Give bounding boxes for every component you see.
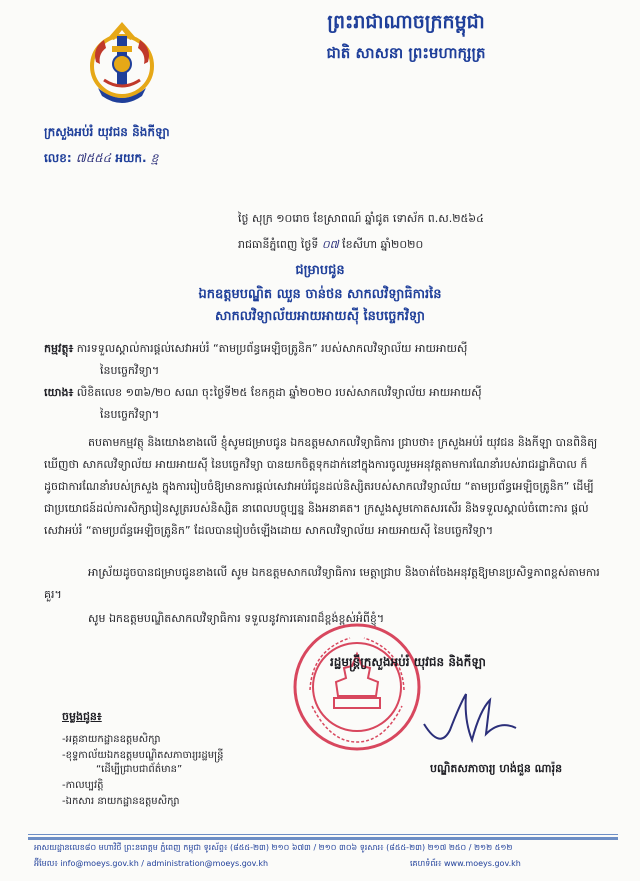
reference-text-2: នៃបច្ចេកវិទ្យា។ bbox=[100, 408, 160, 421]
solar-date-prefix: រាជធានីភ្នំពេញ ថ្ងៃទី bbox=[238, 238, 319, 251]
solar-date-day: ០៧ bbox=[321, 238, 339, 251]
cc-item: -អគ្គនាយកដ្ឋានឧត្តមសិក្សា bbox=[62, 734, 161, 745]
ministry-name: ក្រសួងអប់រំ យុវជន និងកីឡា bbox=[44, 125, 170, 139]
official-stamp-icon bbox=[290, 620, 424, 754]
footer-email: អ៊ីមែល៖ info@moeys.gov.kh / administration@moeys.gov.kh bbox=[34, 859, 269, 868]
handwritten-signature-icon bbox=[420, 690, 530, 750]
ref-hand: ខ្ម bbox=[150, 151, 159, 165]
signatory-name: បណ្ឌិតសភាចារ្យ ហង់ជួន ណារ៉ុន bbox=[430, 762, 563, 775]
subject-text-2: នៃបច្ចេកវិទ្យា។ bbox=[100, 364, 160, 377]
footer-website: គេហទំព័រ៖ www.moeys.gov.kh bbox=[410, 859, 521, 868]
solar-date bbox=[238, 238, 608, 254]
solar-date-suffix: ខែសីហា ឆ្នាំ២០២០ bbox=[342, 238, 424, 251]
footer-divider-thick bbox=[28, 837, 618, 840]
body-paragraph-2: អាស្រ័យដូចបានជម្រាបជូនខាងលើ សូម ឯកឧត្តមសាកលវិទ្យាធិការ មេត្តាជ្រាប និងចាត់ចែងអនុវត្តឱ្យមានប្រសិទ្ធភាពខ្ពស់តាមការគួរ។ bbox=[44, 566, 600, 601]
cc-title: ចម្លងជូន៖ bbox=[62, 710, 102, 723]
signatory-title: រដ្ឋមន្ត្រីក្រសួងអប់រំ យុវជន និងកីឡា bbox=[330, 655, 486, 669]
reference-label: យោង៖ bbox=[44, 386, 74, 399]
ministry-emblem-icon bbox=[84, 18, 160, 110]
recipient-line1: ឯកឧត្តមបណ្ឌិត ឈួន ចាន់ថន សាកលវិទ្យាធិការនៃ bbox=[198, 287, 442, 302]
cc-item: “ដើម្បីជ្រាបជាព័ត៌មាន” bbox=[96, 764, 183, 775]
subject-block bbox=[44, 338, 614, 360]
lunar-date: ថ្ងៃ សុក្រ ១០រោច ខែស្រាពណ៍ ឆ្នាំជូត ទោស័ក ព.ស.២៥៦៤ bbox=[238, 212, 484, 225]
ref-number: ៧៥៥៤ bbox=[75, 151, 112, 165]
recipient-line2: សាកលវិទ្យាល័យអាយអាយស៊ី នៃបច្ចេកវិទ្យា bbox=[215, 309, 425, 324]
reference-number bbox=[44, 150, 158, 168]
reference-text-1: លិខិតលេខ ១៣៦/២០ សណ ចុះថ្ងៃទី២៥ ខែកក្កដា ឆ្នាំ២០២០ របស់សាកលវិទ្យាល័យ អាយអាយស៊ី bbox=[76, 386, 482, 399]
kingdom-heading: ព្រះរាជាណាចក្រកម្ពុជា bbox=[327, 11, 485, 33]
cc-item: -ខុទ្ទកាល័យឯកឧត្តមបណ្ឌិតសភាចារ្យរដ្ឋមន្ត្រី bbox=[62, 750, 224, 761]
footer-address: អាសយដ្ឋានលេខ៨០ មហាវិថី ព្រះនរោត្តម ភ្នំពេញ កម្ពុជា ទូរស័ព្ទ៖ (៨៥៥-២៣) ២១០ ៦៧៣ / ២១០ ៣០៦ ទូរសារ៖ (៨៥៥-២៣) ២១៧ ២៥០ / ២១២ ៥១២ bbox=[34, 843, 513, 852]
body-paragraph-3: សូម ឯកឧត្តមបណ្ឌិតសាកលវិទ្យាធិការ ទទួលនូវការគោរពដ៏ខ្ពង់ខ្ពស់អំពីខ្ញុំ។ bbox=[88, 612, 385, 625]
ref-suffix: អយក. bbox=[115, 151, 147, 165]
cc-item: -ឯកសារ នាយកដ្ឋានឧត្តមសិក្សា bbox=[62, 796, 180, 807]
recipient-greeting: ជម្រាបជូន bbox=[295, 263, 345, 278]
subject-label: កម្មវត្ថុ៖ bbox=[44, 342, 74, 355]
subject-text-1: ការទទួលស្គាល់ការផ្ដល់សេវាអប់រំ “តាមប្រព័ន្ធអេឡិចត្រូនិក” របស់សាកលវិទ្យាល័យ អាយអាយស៊ី bbox=[76, 342, 468, 355]
ref-label: លេខ: bbox=[44, 151, 72, 165]
footer-divider bbox=[28, 834, 618, 835]
reference-block bbox=[44, 382, 614, 404]
body-paragraph-1: តបតាមកម្មវត្ថុ និងយោងខាងលើ ខ្ញុំសូមជម្រាបជូន ឯកឧត្តមសាកលវិទ្យាធិការ ជ្រាបថា៖ ក្រសួងអប់រំ យុវជន និងកីឡា បានពិនិត្យឃើញថា សាកលវិទ្យាល័យ អាយអាយស៊ី នៃបច្ចេកវិទ្យា បានយកចិត្តទុកដាក់នៅក្នុងការចូលរួមអនុវត្តតាមការណែនាំរបស់រាជរដ្ឋាភិបាល ក៏ដូចជាការណែនាំរបស់ក្រសួង ក្នុងការរៀបចំឱ្យមានការផ្ដល់សេវាអប់រំជូនដល់និស្សិតរបស់សាកលវិទ្យាល័យ “តាមប្រព័ន្ធអេឡិចត្រូនិក” ដើម្បីជាប្រយោជន៍ដល់ការសិក្សារៀនសូត្ររបស់និស្សិត នាពេលបច្ចុប្បន្ន និងអនាគត។ ក្រសួងសូមកោតសរសើរ និងទទួលស្គាល់ចំពោះការ ផ្ដល់សេវាអប់រំ “តាមប្រព័ន្ធអេឡិចត្រូនិក” ដែលបានរៀបចំឡើងដោយ សាកលវិទ្យាល័យ អាយអាយស៊ី នៃបច្ចេកវិទ្យា។ bbox=[44, 436, 598, 537]
cc-item: -កាលប្បវត្តិ bbox=[62, 780, 104, 791]
national-motto: ជាតិ សាសនា ព្រះមហាក្សត្រ bbox=[326, 44, 486, 62]
